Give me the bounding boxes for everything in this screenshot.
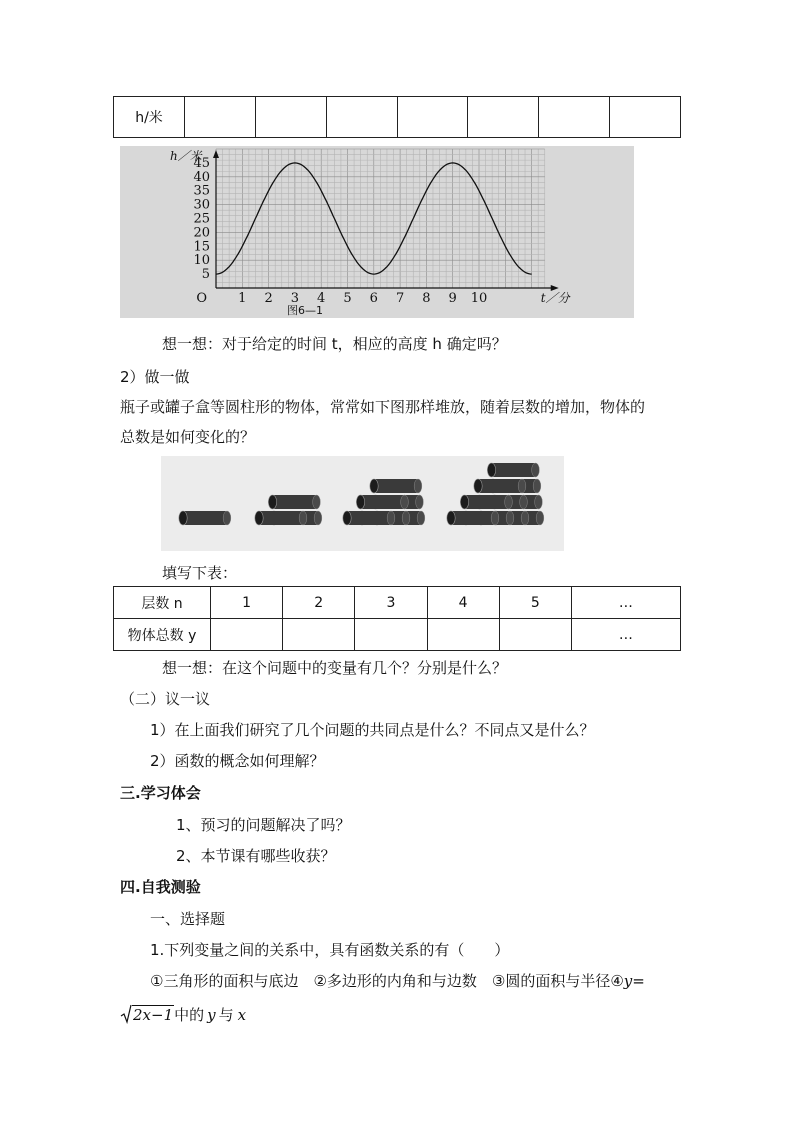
height-table-cell (539, 97, 610, 138)
discuss-title: （二）议一议 (120, 690, 211, 708)
cylinder-stacks-image (161, 456, 564, 551)
figure-caption: 图6—1 (287, 304, 323, 317)
layer-table-cell: 1 (211, 587, 283, 619)
x-tick-label: 1 (238, 291, 247, 306)
cylinder-front-end (487, 463, 495, 477)
cylinder-front-end (343, 511, 351, 525)
cylinder-body (259, 511, 303, 525)
do-title: 2）做一做 (120, 368, 190, 386)
x-tick-label: 8 (422, 291, 431, 306)
cylinder-back-end (414, 479, 422, 493)
equals-sign: = (632, 972, 645, 990)
cylinder-back-end (401, 495, 409, 509)
y-tick-label: 45 (193, 155, 210, 171)
cylinder-body (478, 479, 522, 493)
cylinder-front-end (179, 511, 187, 525)
layer-table-row1-label: 层数 n (114, 587, 211, 619)
height-table-label: h/米 (114, 97, 185, 138)
cylinder-front-end (370, 479, 378, 493)
cylinder-back-end (416, 495, 424, 509)
height-table (113, 96, 681, 138)
layer-table-cell: … (571, 587, 680, 619)
sqrt-sign-icon (120, 1004, 132, 1024)
think-two: 想一想：在这个问题中的变量有几个？分别是什么？ (162, 659, 508, 677)
cylinder-back-end (505, 495, 513, 509)
question-1-options (150, 970, 645, 991)
x-tick-label: 6 (369, 291, 378, 306)
layer-table-cell: 2 (283, 587, 355, 619)
layer-table-cell: 4 (427, 587, 499, 619)
question-1: 1.下列变量之间的关系中，具有函数关系的有（ ） (150, 941, 510, 959)
cylinder-back-end (491, 511, 499, 525)
x-tick-label: 9 (448, 291, 457, 306)
variable-x: x (237, 1006, 247, 1024)
section-learning-reflection: 三.学习体会 (120, 784, 201, 802)
x-tick-label: 2 (264, 291, 273, 306)
cylinder-back-end (313, 495, 321, 509)
y-tick-label: 25 (193, 211, 210, 227)
x-tick-label: 5 (343, 291, 352, 306)
origin-label: O (196, 291, 207, 306)
graph-svg (120, 146, 634, 318)
cylinder-front-end (447, 511, 455, 525)
layer-table-cell (283, 619, 355, 651)
cylinder-body (492, 463, 536, 477)
cylinder-back-end (314, 511, 322, 525)
cylinder-back-end (518, 479, 526, 493)
cylinder-front-end (474, 479, 482, 493)
x-tick-label: 4 (317, 291, 326, 306)
variable-y: y (623, 972, 633, 990)
y-tick-label: 20 (193, 225, 210, 241)
stacks-svg (161, 456, 564, 551)
cylinder-front-end (356, 495, 364, 509)
height-table-cell (468, 97, 539, 138)
question-1-tail-text: 中的 (174, 1006, 205, 1024)
cylinder-body (183, 511, 227, 525)
cylinder-body (361, 495, 405, 509)
layer-table-cell: 5 (499, 587, 571, 619)
x-tick-label: 7 (395, 291, 405, 306)
x-axis-label: t／分 (540, 291, 570, 305)
cylinder-front-end (268, 495, 276, 509)
layer-table-cell: … (571, 619, 680, 651)
question-1-continuation (120, 1004, 246, 1025)
y-tick-label: 35 (193, 183, 210, 199)
layer-count-table (113, 586, 681, 651)
do-body-line1: 瓶子或罐子盒等圆柱形的物体，常常如下图那样堆放，随着层数的增加，物体的 (120, 398, 646, 416)
cylinder-back-end (387, 511, 395, 525)
discuss-question-2: 2）函数的概念如何理解？ (150, 752, 325, 770)
cylinder-back-end (536, 511, 544, 525)
reflection-question-1: 1、预习的问题解决了吗？ (176, 816, 351, 834)
cylinder-back-end (521, 511, 529, 525)
cylinder-body (451, 511, 495, 525)
reflection-question-2: 2、本节课有哪些收获？ (176, 847, 336, 865)
cylinder-body (374, 479, 418, 493)
layer-table-cell (211, 619, 283, 651)
layer-table-cell (499, 619, 571, 651)
height-table-cell (397, 97, 468, 138)
cylinder-back-end (535, 495, 543, 509)
y-tick-label: 5 (201, 267, 210, 283)
cylinder-body (273, 495, 317, 509)
section-self-test: 四.自我测验 (120, 878, 201, 896)
height-table-cell (255, 97, 326, 138)
and-word: 与 (218, 1006, 234, 1024)
y-axis-arrow (213, 150, 219, 158)
question-1-options-text: ①三角形的面积与底边 ②多边形的内角和与边数 ③圆的面积与半径④ (150, 972, 624, 990)
height-table-cell (185, 97, 256, 138)
choice-section-title: 一、选择题 (150, 910, 226, 928)
cylinder-back-end (223, 511, 231, 525)
y-tick-label: 10 (193, 253, 210, 269)
think-one: 想一想：对于给定的时间 t，相应的高度 h 确定吗？ (162, 335, 507, 353)
fill-table-instruction: 填写下表： (162, 564, 238, 582)
cylinder-back-end (299, 511, 307, 525)
variable-y-2: y (207, 1006, 216, 1024)
height-time-graph (120, 146, 634, 318)
cylinder-body (347, 511, 391, 525)
cylinder-back-end (533, 479, 541, 493)
cylinder-back-end (506, 511, 514, 525)
x-tick-label: 10 (470, 291, 488, 306)
y-tick-label: 40 (193, 169, 210, 185)
height-table-cell (610, 97, 681, 138)
layer-table-cell (427, 619, 499, 651)
cylinder-front-end (460, 495, 468, 509)
cylinder-back-end (417, 511, 425, 525)
cylinder-front-end (255, 511, 263, 525)
y-axis-label: h／米 (170, 149, 202, 163)
height-table-cell (326, 97, 397, 138)
layer-table-row2-label: 物体总数 y (114, 619, 211, 651)
discuss-question-1: 1）在上面我们研究了几个问题的共同点是什么？不同点又是什么？ (150, 721, 595, 739)
cylinder-back-end (402, 511, 410, 525)
layer-table-cell: 3 (355, 587, 427, 619)
cylinder-body (465, 495, 509, 509)
cylinder-back-end (532, 463, 540, 477)
y-tick-label: 15 (193, 239, 210, 255)
do-body-line2: 总数是如何变化的？ (120, 428, 256, 446)
cylinder-back-end (520, 495, 528, 509)
x-tick-label: 3 (290, 291, 300, 306)
sqrt-radicand: 2x−1 (133, 1006, 174, 1024)
y-tick-label: 30 (193, 197, 210, 213)
layer-table-cell (355, 619, 427, 651)
